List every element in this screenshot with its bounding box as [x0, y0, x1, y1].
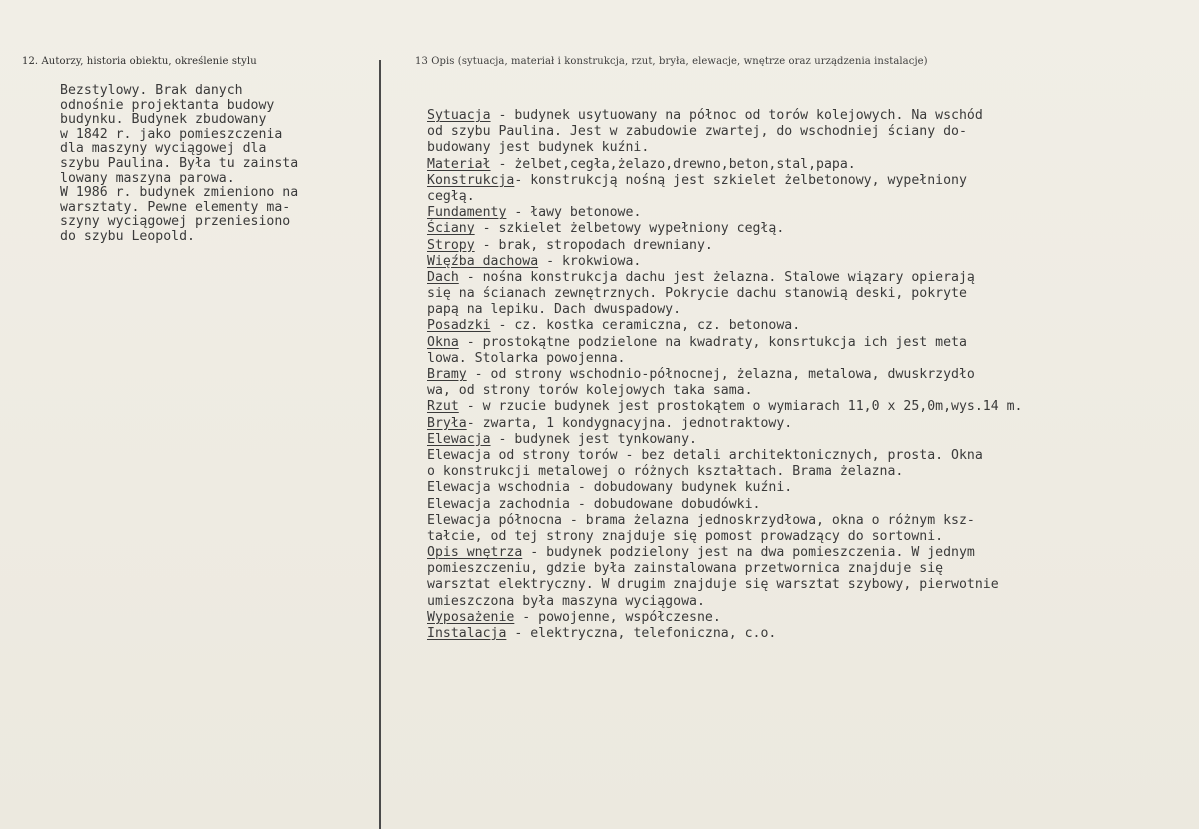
description-line: [427, 238, 1197, 254]
description-text: - powojenne, współczesne.: [514, 609, 721, 625]
section-12-header: 12. Autorzy, historia obiektu, określenie stylu: [22, 56, 257, 67]
description-text-block: [427, 108, 1197, 642]
description-text: - cz. kostka ceramiczna, cz. betonowa.: [490, 318, 801, 334]
description-line: [427, 561, 1197, 577]
section-label: Fundamenty: [427, 205, 507, 221]
description-line: [427, 221, 1197, 237]
description-line: [427, 464, 1197, 480]
description-text: tałcie, od tej strony znajduje się pomost prowadzący do sortowni.: [427, 528, 944, 544]
section-label: Stropy: [427, 237, 475, 253]
description-line: [427, 545, 1197, 561]
section-label: Sytuacja: [427, 108, 491, 123]
description-line: [427, 399, 1197, 415]
section-label: Wyposażenie: [427, 609, 515, 625]
description-line: [427, 480, 1197, 496]
section-label: Materiał: [427, 156, 491, 172]
description-line: [427, 286, 1197, 302]
description-text: od szybu Paulina. Jest w zabudowie zwartej, do wschodniej ściany do-: [427, 124, 967, 140]
description-text: Elewacja wschodnia - dobudowany budynek kuźni.: [427, 480, 793, 496]
section-13-header: 13 Opis (sytuacja, materiał i konstrukcja, rzut, bryła, elewacje, wnętrze oraz urządzenia instalacje): [415, 56, 928, 67]
description-text: budowany jest budynek kuźni.: [427, 140, 650, 156]
history-line: warsztaty. Pewne elementy ma-: [60, 199, 291, 215]
history-line: budynku. Budynek zbudowany: [60, 112, 267, 128]
description-text: - brak, stropodach drewniany.: [474, 237, 713, 253]
description-text: się na ścianach zewnętrznych. Pokrycie dachu stanowią deski, pokryte: [427, 286, 967, 302]
description-text: wa, od strony torów kolejowych taka sama.: [427, 383, 753, 399]
description-text: - zwarta, 1 kondygnacyjna. jednotraktowy.: [466, 415, 793, 431]
description-line: [427, 610, 1197, 626]
history-line: w 1842 r. jako pomieszczenia: [60, 126, 283, 142]
section-label: Konstrukcja: [427, 172, 515, 188]
section-label: Dach: [427, 269, 459, 285]
description-line: [427, 577, 1197, 593]
history-line: lowany maszyna parowa.: [60, 170, 235, 186]
description-line: [427, 108, 1197, 124]
history-line: odnośnie projektanta budowy: [60, 97, 275, 113]
description-line: [427, 416, 1197, 432]
description-line: [427, 367, 1197, 383]
history-line: szybu Paulina. Była tu zainsta: [60, 155, 299, 171]
section-label: Rzut: [427, 399, 459, 415]
description-line: [427, 497, 1197, 513]
description-text: - szkielet żelbetowy wypełniony cegłą.: [474, 221, 785, 237]
section-label: Więźba dachowa: [427, 253, 539, 269]
description-line: [427, 302, 1197, 318]
description-text: - nośna konstrukcja dachu jest żelazna. Stalowe wiązary opierają: [458, 269, 975, 285]
description-text: - budynek jest tynkowany.: [490, 431, 697, 447]
section-label: Opis wnętrza: [427, 545, 523, 561]
description-line: [427, 189, 1197, 205]
description-text: Elewacja północna - brama żelazna jednoskrzydłowa, okna o różnym ksz-: [427, 512, 975, 528]
history-line: do szybu Leopold.: [60, 228, 195, 244]
description-text: umieszczona była maszyna wyciągowa.: [427, 593, 705, 609]
section-label: Ściany: [427, 221, 475, 237]
description-text: - krokwiowa.: [538, 253, 642, 269]
column-divider: [379, 60, 381, 829]
description-line: [427, 335, 1197, 351]
description-text: lowa. Stolarka powojenna.: [427, 350, 626, 366]
description-text: - ławy betonowe.: [506, 205, 642, 221]
description-line: [427, 383, 1197, 399]
description-text: - prostokątne podzielone na kwadraty, konsrtukcja ich jest meta: [458, 334, 967, 350]
description-text: papą na lepiku. Dach dwuspadowy.: [427, 302, 682, 318]
description-text: cegłą.: [427, 188, 475, 204]
description-line: [427, 351, 1197, 367]
section-label: Okna: [427, 334, 459, 350]
section-label: Bramy: [427, 367, 467, 382]
description-text: - budynek usytuowany na północ od torów kolejowych. Na wschód: [490, 108, 983, 123]
history-line: szyny wyciągowej przeniesiono: [60, 214, 291, 230]
description-line: [427, 626, 1197, 642]
description-text: warsztat elektryczny. W drugim znajduje się warsztat szybowy, pierwotnie: [427, 577, 999, 593]
description-text: - w rzucie budynek jest prostokątem o wymiarach 11,0 x 25,0m,wys.14 m.: [458, 399, 1023, 415]
description-text: - elektryczna, telefoniczna, c.o.: [506, 626, 777, 641]
description-line: [427, 318, 1197, 334]
history-line: dla maszyny wyciągowej dla: [60, 141, 267, 157]
description-text: Elewacja zachodnia - dobudowane dobudówki.: [427, 496, 761, 512]
history-line: W 1986 r. budynek zmieniono na: [60, 185, 299, 201]
section-label: Instalacja: [427, 626, 507, 641]
description-line: [427, 432, 1197, 448]
description-text: pomieszczeniu, gdzie była zainstalowana przetwornica znajduje się: [427, 561, 944, 577]
section-label: Elewacja: [427, 431, 491, 447]
description-line: [427, 529, 1197, 545]
history-line: Bezstylowy. Brak danych: [60, 83, 243, 98]
description-text: - budynek podzielony jest na dwa pomieszczenia. W jednym: [522, 545, 975, 561]
description-text: - od strony wschodnio-północnej, żelazna, metalowa, dwuskrzydło: [466, 367, 975, 382]
description-line: [427, 594, 1197, 610]
description-text: - konstrukcją nośną jest szkielet żelbetonowy, wypełniony: [514, 172, 967, 188]
description-line: [427, 140, 1197, 156]
description-line: [427, 448, 1197, 464]
description-line: [427, 513, 1197, 529]
description-line: [427, 205, 1197, 221]
section-label: Posadzki: [427, 318, 491, 334]
description-line: [427, 254, 1197, 270]
description-line: [427, 270, 1197, 286]
description-text: - żelbet,cegła,żelazo,drewno,beton,stal,papa.: [490, 156, 856, 172]
description-line: [427, 173, 1197, 189]
description-text: o konstrukcji metalowej o różnych kształtach. Brama żelazna.: [427, 464, 904, 480]
description-line: [427, 157, 1197, 173]
history-text-block: [60, 84, 375, 245]
description-line: [427, 124, 1197, 140]
description-text: Elewacja od strony torów - bez detali architektonicznych, prosta. Okna: [427, 447, 983, 463]
section-label: Bryła: [427, 415, 467, 431]
